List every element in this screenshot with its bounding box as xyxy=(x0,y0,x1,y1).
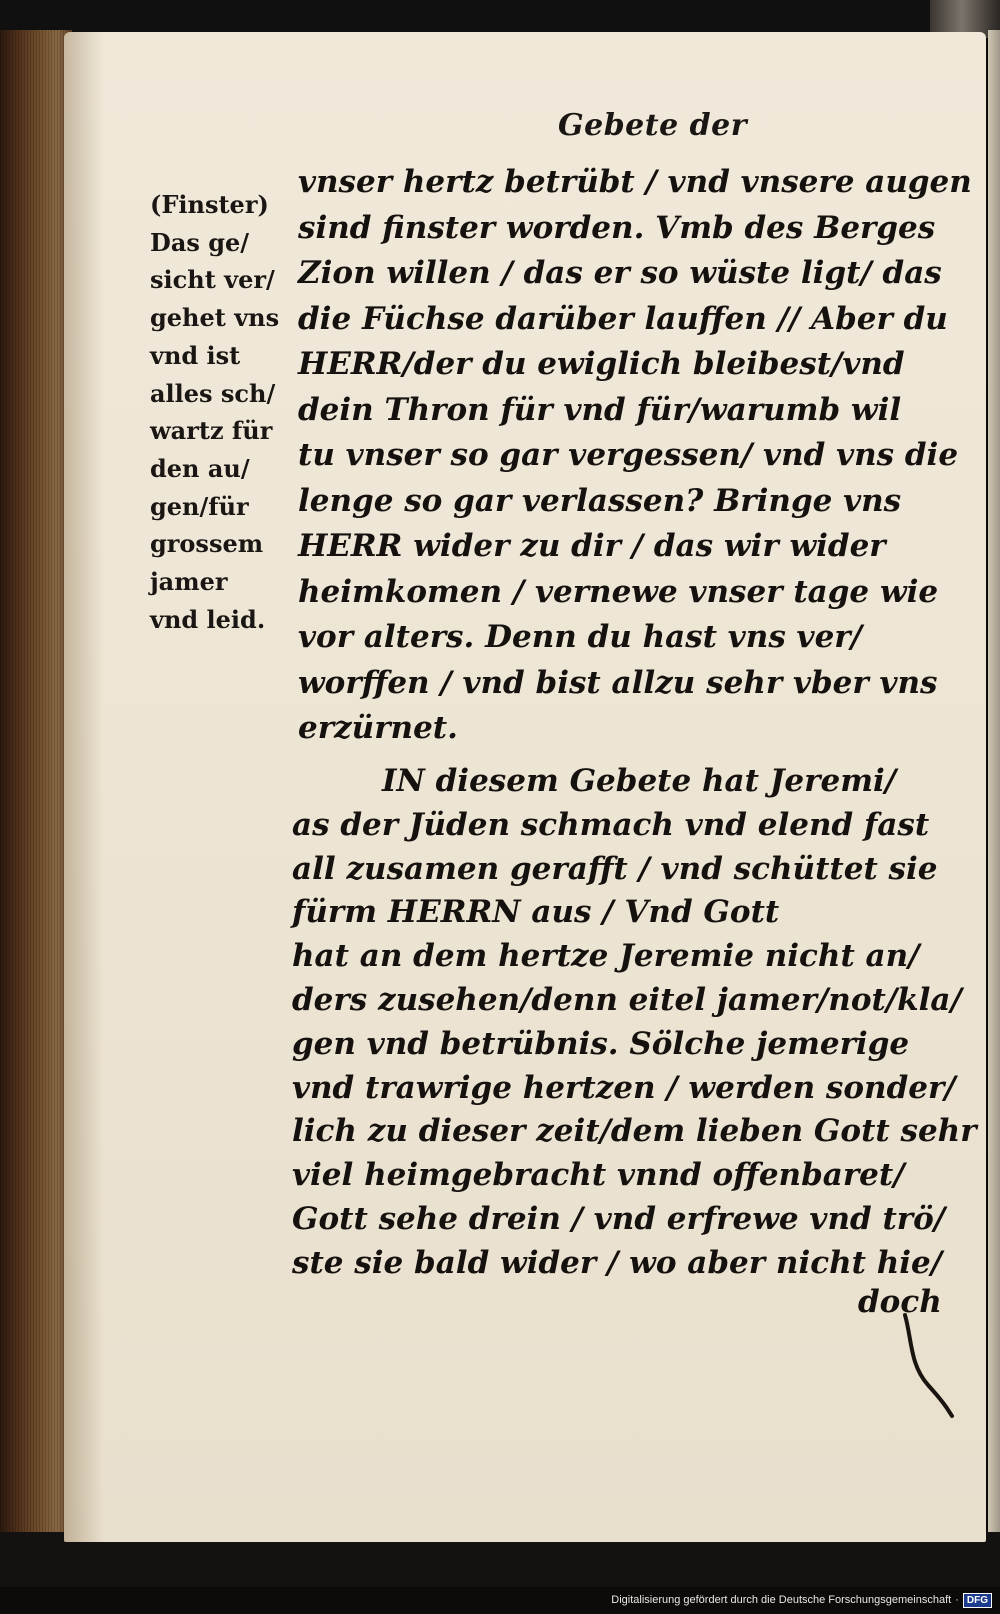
digitization-credit xyxy=(611,1590,992,1610)
margin-note-line: alles sch/ xyxy=(150,378,276,408)
running-title: Gebete der xyxy=(558,108,748,143)
text-line: die Füchse darüber lauffen // Aber du xyxy=(298,300,948,337)
margin-note-line: gen/für xyxy=(150,491,249,521)
paragraph-2 xyxy=(292,760,977,1286)
dfg-logo: DFG xyxy=(963,1593,992,1608)
text-line: hat an dem hertze Jeremie nicht an/ xyxy=(292,938,920,975)
book-page-edges xyxy=(0,30,72,1535)
text-line: ste sie bald wider / wo aber nicht hie/ xyxy=(292,1244,943,1281)
margin-note-line: Das ge/ xyxy=(150,227,250,257)
margin-note-line: vnd leid. xyxy=(150,604,266,634)
ink-stroke-mark xyxy=(900,1310,960,1420)
text-line: vnser hertz betrübt / vnd vnsere augen xyxy=(298,164,972,200)
text-line: IN diesem Gebete hat Jeremi/ xyxy=(382,763,897,799)
text-line: HERR/der du ewiglich bleibest/vnd xyxy=(298,346,905,382)
paragraph-1 xyxy=(298,160,972,752)
text-line: lenge so gar verlassen? Bringe vns xyxy=(298,482,902,519)
text-line: worffen / vnd bist allzu sehr vber vns xyxy=(298,664,938,701)
margin-note-line: grossem xyxy=(150,529,264,559)
margin-note-line: vnd ist xyxy=(150,340,241,370)
margin-note-line: gehet vns xyxy=(150,303,280,333)
text-line: Gott sehe drein / vnd erfrewe vnd trö/ xyxy=(292,1200,946,1237)
margin-note-line: sicht ver/ xyxy=(150,265,275,295)
text-line: Zion willen / das er so wüste ligt/ das xyxy=(298,255,942,291)
text-line: ders zusehen/denn eitel jamer/not/kla/ xyxy=(292,981,962,1018)
book-fore-edge xyxy=(988,30,1000,1535)
credit-text: Digitalisierung gefördert durch die Deutsche Forschungsgemeinschaft xyxy=(611,1594,952,1606)
text-line: vnd trawrige hertzen / werden sonder/ xyxy=(292,1069,956,1106)
text-line: fürm HERRN aus / Vnd Gott xyxy=(292,894,780,931)
margin-note-line: (Finster) xyxy=(150,190,269,219)
text-line: lich zu dieser zeit/dem lieben Gott sehr xyxy=(292,1113,977,1150)
margin-note xyxy=(150,186,310,638)
credit-separator: · xyxy=(955,1594,959,1606)
margin-note-line: den au/ xyxy=(150,453,250,483)
text-line: sind finster worden. Vmb des Berges xyxy=(298,209,936,246)
text-line: all zusamen gerafft / vnd schüttet sie xyxy=(292,850,938,887)
text-line: tu vnser so gar vergessen/ vnd vns die xyxy=(298,437,959,473)
text-line: heimkomen / vernewe vnser tage wie xyxy=(298,573,939,610)
margin-note-line: jamer xyxy=(150,567,228,597)
text-line: dein Thron für vnd für/warumb wil xyxy=(298,391,902,428)
text-line: vor alters. Denn du hast vns ver/ xyxy=(298,619,862,655)
text-line: gen vnd betrübnis. Sölche jemerige xyxy=(292,1025,910,1062)
text-line: viel heimgebracht vnnd offenbaret/ xyxy=(292,1157,905,1194)
text-line: as der Jüden schmach vnd elend fast xyxy=(292,806,930,843)
text-line: HERR wider zu dir / das wir wider xyxy=(298,528,886,564)
margin-note-line: wartz für xyxy=(150,416,273,446)
text-line: erzürnet. xyxy=(298,710,458,746)
catchword: doch xyxy=(858,1284,942,1320)
